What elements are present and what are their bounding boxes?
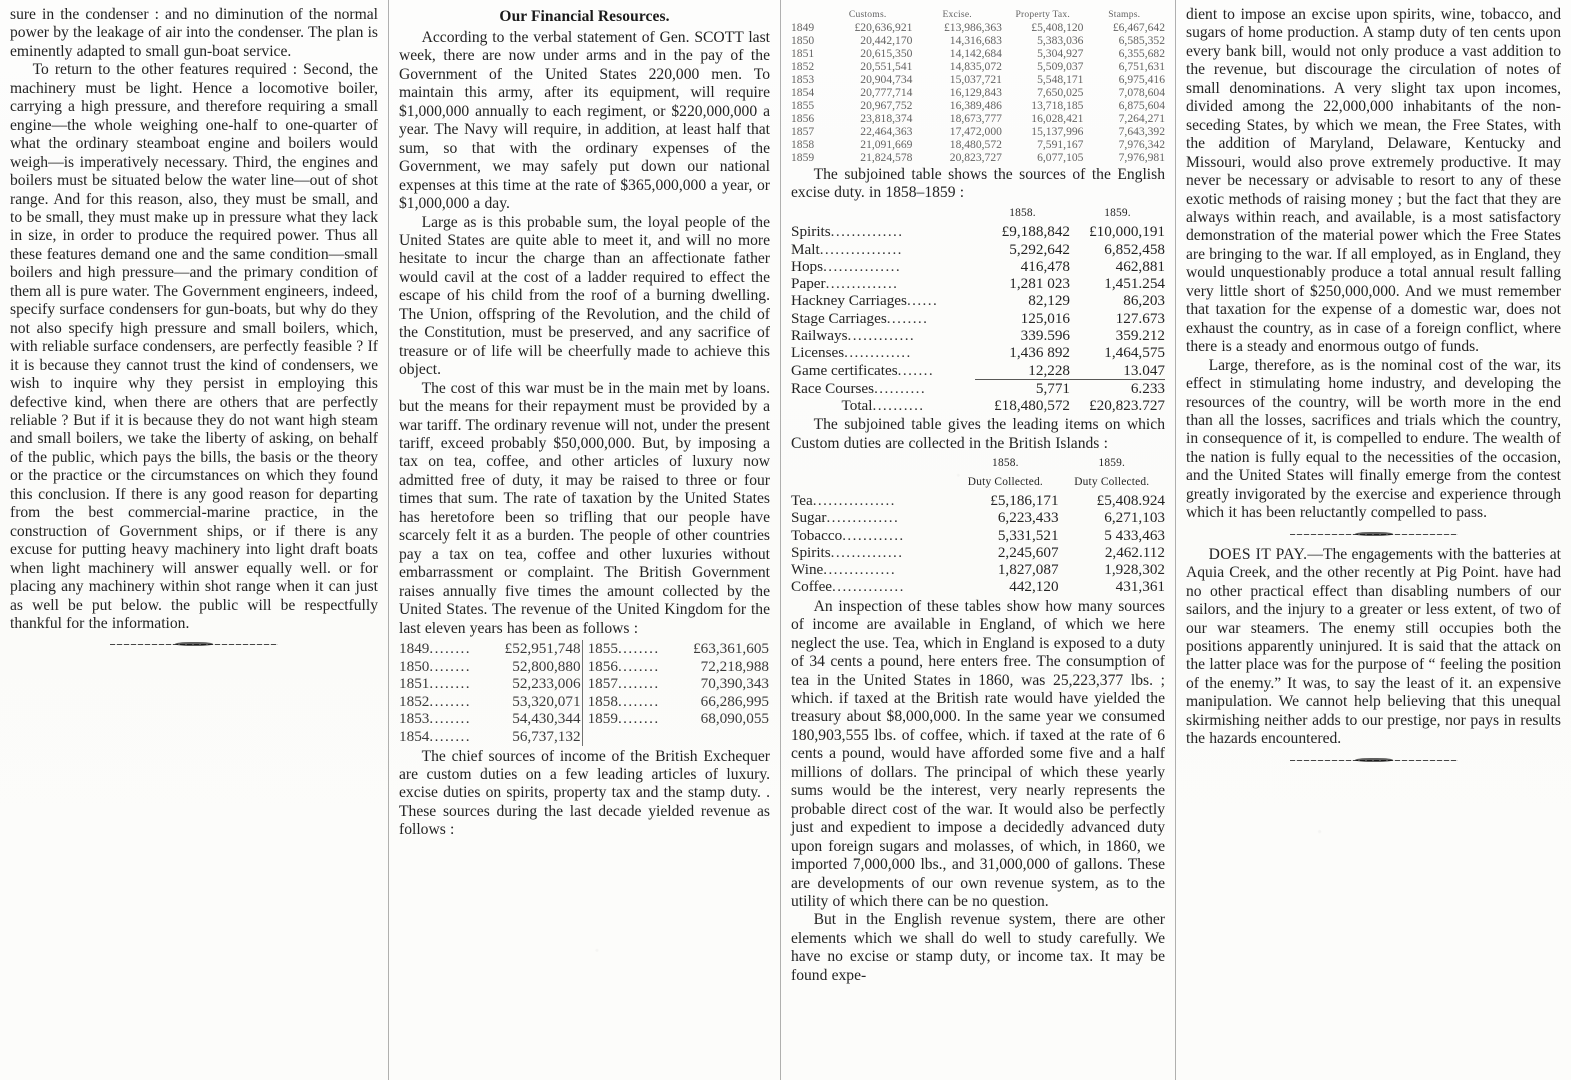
value-1858: 5,292,642 [1009, 240, 1071, 258]
property-cell: 5,304,927 [1037, 47, 1084, 60]
value-1859: 359.212 [1115, 326, 1165, 344]
property-cell: 16,028,421 [1031, 112, 1084, 125]
table-row [791, 310, 1165, 327]
excise-cell: 20,823,727 [949, 151, 1002, 164]
header-1859-sub: Duty Collected. [1074, 475, 1150, 488]
leader-dots: .............. [826, 509, 900, 527]
paragraph: But in the English revenue system, there are other elements which we shall do well to study carefully. We have no excise or stamp duty, or income tax. It may be found expe- [791, 911, 1165, 984]
excise-cell: 16,129,843 [949, 86, 1002, 99]
property-cell: 5,548,171 [1037, 73, 1084, 86]
leader-dots: ....... [897, 361, 935, 379]
value-cell [671, 728, 770, 746]
item-label: Hops [791, 257, 824, 275]
paragraph: The subjoined table gives the leading items on which Custom duties are collected in the British Islands : [791, 416, 1165, 452]
value-cell: 54,430,344 [512, 710, 581, 728]
year-cell: 1851 [399, 675, 430, 693]
item-label: Paper [791, 275, 826, 293]
property-cell: 7,650,025 [1037, 86, 1084, 99]
stamps-cell: 7,976,981 [1118, 151, 1165, 164]
item-cell [791, 258, 975, 275]
value-1858: 12,228 [1028, 361, 1071, 379]
excise-cell: 18,673,777 [949, 112, 1002, 125]
leader-dots: ............. [847, 326, 916, 344]
leader-dots: ........ [429, 710, 471, 728]
value-cell: 53,320,071 [512, 692, 581, 710]
table-total-row [791, 397, 1165, 414]
item-label: Malt [791, 240, 820, 258]
table-row [791, 578, 1165, 595]
item-label: Licenses [791, 344, 845, 362]
leader-dots: ................ [812, 491, 896, 509]
year-cell [588, 728, 618, 746]
property-cell: 7,591,167 [1037, 138, 1084, 151]
paragraph: The cost of this war must be in the main met by loans. but the means for their repayment must be provided by a war tariff. The ordinary revenue will not, under the present tariff, exceed probably $50,000,000. But, by imposing a tax on tea, coffee, and other articles of luxury now admitted free of duty, it may be raised to three or four times that sum. The rate of taxation by the United States has heretofore been so trifling that our people have scarcely felt it as a burden. The people of other countries pay a tax on tea, coffee and other luxuries without embarrassment or complaint. The British Government raises annually five times the amount collected by the United States. The revenue of the United Kingdom for the last eleven years has been as follows : [399, 379, 770, 637]
item-cell [791, 509, 952, 526]
table-row [791, 544, 1165, 561]
header-1859: 1859. [1104, 206, 1131, 219]
customs-cell: £20,636,921 [854, 21, 913, 34]
stamps-cell: 7,643,392 [1118, 125, 1165, 138]
value-1858: 82,129 [1028, 292, 1071, 310]
table-row [399, 728, 770, 746]
table-body [791, 223, 1165, 414]
item-cell [791, 327, 975, 344]
value-1859: 2,462.112 [1104, 543, 1165, 561]
year-cell: 1856 [587, 657, 618, 675]
table-row [791, 60, 1165, 73]
header-1859-year: 1859. [1098, 457, 1126, 470]
value-1859: 86,203 [1123, 292, 1165, 310]
header-blank-sub [791, 474, 952, 492]
table-row [791, 125, 1165, 138]
leader-dots: ........ [617, 639, 660, 657]
value-1859: 1,451.254 [1104, 275, 1165, 293]
value-cell: 70,390,343 [700, 675, 769, 693]
value-1859: 6.233 [1070, 379, 1165, 397]
table-row [791, 275, 1165, 292]
paragraph: To return to the other features required : Second, the machinery must be light. Hence a locomotive boiler, carrying a high pressure, and therefore requiring a small engine—the whole weighing one-half to one-quarter of what the ordinary steamboat engine and boilers would weigh—is imperatively necessary. Third, the engines and boilers must be situated below the water line—out of shot range. And for this reason, also, they must be small, and to be small, they must make up in pressure what they lack in size, in order to produce the required power. Thus all these features demand one and the same condition—small boilers and high pressure—and the primary condition of them all is pure water. The Government engineers, indeed, specify surface condensers for gun-boats, but why do they not also specify high pressure and small boilers, which, with reliable surface condensers, are perfectly feasible ? If it is because they cannot trust the kind of condensers, we wish to inquire why they persist in employing this defective kind, when there are others that are perfectly reliable ? But if it is because they do not want high steam and small boilers, we take the liberty of asking, on behalf of the public, which pays the bills, the basis or the theory or the practice or the circumstances on which they found this conclusion. If there is any good reason for departing from the best commercial-marine practice, in the construction of Government ships, or if there is any excuse for putting heavy machinery into light draft boats when light machinery will answer equally well. or for placing any machinery within shot range when it can just as well be put below. the public will be respectfully thankful for the information. [10, 61, 378, 632]
table-row [399, 675, 770, 693]
value-cell: 52,800,880 [512, 657, 581, 675]
item-cell [791, 292, 975, 309]
property-cell: £5,408,120 [1031, 21, 1084, 34]
year-cell: 1855 [587, 639, 618, 657]
year-cell: 1850 [399, 657, 430, 675]
leader-dots: ............... [823, 257, 902, 275]
total-1859: £20,823.727 [1089, 397, 1165, 415]
leader-dots: .............. [832, 578, 905, 596]
column-2 [388, 0, 780, 1080]
value-1859: 1,464,575 [1104, 344, 1165, 362]
item-label: Game certificates [791, 361, 898, 379]
item-label: Railways [791, 326, 848, 344]
value-1859: £10,000,191 [1089, 223, 1165, 241]
value-1858: £9,188,842 [1001, 223, 1071, 241]
item-label: Spirits [791, 223, 831, 241]
article-headline: Our Financial Resources. [499, 8, 670, 25]
table-row [399, 658, 770, 676]
leader-dots: ........ [429, 675, 471, 693]
value-1858: 1,281 023 [1009, 275, 1071, 293]
does-it-pay-item [1186, 546, 1561, 749]
property-cell: 13,718,185 [1031, 99, 1084, 112]
item-label: Race Courses [791, 379, 875, 397]
year-cell: 1856 [791, 112, 815, 125]
paragraph: An inspection of these tables show how many sources of income are available in England, of which we here neglect the use. Tea, which in England is exposed to a duty of 34 cents a pound, here enters free. The consumption of tea in the United States in 1860, was 25,223,377 lbs. ; which. if taxed at the British rate would have yielded the treasury about $8,000,000. In the same year we consumed 180,903,555 lbs. of coffee, which. if taxed at the rate of 6 cents a pound, would have afforded some five and a half millions of dollars. The principal of which these yearly sums would be the interest, very nearly represents the probable direct cost of the war. It would also be perfectly just and expedient to impose a decidedly advanced duty upon foreign sugars and molasses, of which, in 1860, we imported 7,000,000 lbs., and 31,000,000 of gallons. These are developments of our own revenue system, as to the utility of which there can be no question. [791, 597, 1165, 910]
year-cell: 1854 [399, 727, 430, 745]
leader-dots: ........ [617, 675, 660, 693]
item-cell [791, 344, 975, 361]
table-row [791, 258, 1165, 275]
property-cell: 5,509,037 [1037, 60, 1084, 73]
paragraph: According to the verbal statement of Gen. SCOTT last week, there are now under arms and in the pay of the Government of the United States 220,000 men. To maintain this army, after its equipment, will require $1,000,000 annually to each regiment, or $220,000,000 a year. The Navy will require, in addition, at least half that sum, so that with the ordinary expenses of the Government, we may safely put down our national expenses at this time at the rate of $365,000,000 a year, or $1,000,000 a day. [399, 29, 770, 213]
year-cell: 1852 [791, 60, 815, 73]
value-1858: 5,331,521 [997, 526, 1059, 544]
leader-dots: ........ [617, 657, 660, 675]
leader-dots: .............. [823, 561, 897, 579]
item-label: Hackney Carriages [791, 292, 907, 310]
item-label: Coffee [791, 578, 833, 596]
value-cell: 66,286,995 [700, 692, 769, 710]
value-cell: 68,090,055 [700, 710, 769, 728]
header-1858-sub: Duty Collected. [967, 475, 1043, 488]
excise-cell: 14,316,683 [949, 34, 1002, 47]
item-body-text: The engagements with the batteries at Aquia Creek, and the other recently at Pig Point. have had no other practical effect than disabling numbers of our sailors, and the injury to a greater or less extent, of two of our war steamers. The enemy still occupies both the positions apparently uninjured. It is said that the attack on the latter place was for the purpose of “ feeling the position of the enemy.” It was, to say the least of it. an expensive manipulation. We cannot help believing that this unequal skirmishing neither adds to our prestige, nor pays in results the hazards encountered. [1186, 545, 1561, 748]
stamps-cell: £6,467,642 [1112, 21, 1165, 34]
value-cell: 72,218,988 [700, 657, 769, 675]
header-stamps: Stamps. [1108, 9, 1141, 20]
item-label: Spirits [791, 543, 831, 561]
leader-dots: ........ [429, 727, 471, 745]
table-row [791, 362, 1165, 380]
table-head [791, 205, 1165, 223]
header-property-tax: Property Tax. [1015, 9, 1070, 20]
item-cell [791, 223, 975, 240]
leader-dots: .............. [830, 543, 904, 561]
year-cell: 1855 [791, 99, 815, 112]
paragraph: dient to impose an excise upon spirits, wine, tobacco, and sugars of home production. A stamp duty of ten cents upon every bank bill, would not only produce a vast addition to the revenue, but discourage the circulation of notes of small denominations. A very slight tax upon incomes, divided among the 22,000,000 inhabitants of the non-seceding States, by which we mean, the Free States, with the addition of Maryland, Delaware, Kentucky and Missouri, would also prove extremely productive. It may never be necessary or advisable to resort to any of these exotic methods of raising money ; but the fact that they are always within reach, and available, is a most satisfactory demonstration of the material power which the Free States are bringing to the war. If all employed, as in England, they would unquestionably produce a total annual result falling very little short of $250,000,000. And we must remember that taxation for the expense of a domestic war, does not exhaust the country, as in case of a foreign conflict, where there is a steady and enormous outgo of funds. [1186, 6, 1561, 356]
paragraph: The subjoined table shows the sources of the English excise duty. in 1858–1859 : [791, 166, 1165, 202]
value-1859: 1,928,302 [1104, 561, 1165, 579]
year-cell: 1853 [791, 73, 815, 86]
stamps-cell: 7,264,271 [1118, 112, 1165, 125]
item-cell [791, 241, 975, 258]
excise-cell: 14,142,684 [949, 47, 1002, 60]
item-cell [791, 310, 975, 327]
table-row [791, 47, 1165, 60]
stamps-cell: 6,751,631 [1118, 60, 1165, 73]
value-1858: 442,120 [1009, 578, 1059, 596]
table-row [791, 327, 1165, 344]
table-head [791, 455, 1165, 492]
year-cell: 1850 [791, 34, 815, 47]
excise-cell: 18,480,572 [949, 138, 1002, 151]
year-cell: 1852 [399, 692, 430, 710]
table-body [399, 640, 770, 746]
excise-duty-table [791, 205, 1165, 415]
table-row [399, 710, 770, 728]
uk-revenue-table [399, 640, 770, 746]
item-lead-label: DOES IT PAY. [1208, 545, 1308, 563]
table-row [791, 492, 1165, 509]
table-body [791, 492, 1165, 596]
value-cell: 52,233,006 [512, 675, 581, 693]
customs-cell: 20,967,752 [860, 99, 913, 112]
item-label: Tobacco [791, 526, 843, 544]
section-rule [110, 642, 278, 647]
leader-dots: ...... [906, 292, 939, 310]
property-cell: 15,137,996 [1031, 125, 1084, 138]
column-1 [0, 0, 388, 1080]
customs-cell: 20,551,541 [860, 60, 913, 73]
table-row [399, 693, 770, 711]
value-1858: 1,436 892 [1009, 344, 1071, 362]
leader-dots: ................ [819, 240, 903, 258]
property-cell: 6,077,105 [1037, 151, 1084, 164]
table-head [791, 8, 1165, 21]
total-1858: £18,480,572 [994, 397, 1071, 415]
paragraph: Large, therefore, as is the nominal cost of the war, its effect in stimulating home industry, and developing the resources of the country, will be worth more in the end than all the losses, sacrifices and trials which the country, in consequence of it, is compelled to endure. The wealth of the nation is fully equal to the necessities of the occasion, and the United States will finally emerge from the contest greatly invigorated by the exercise and experience through which it has been reluctantly compelled to pass. [1186, 356, 1561, 522]
table-row [791, 138, 1165, 151]
stamps-cell: 6,585,352 [1118, 34, 1165, 47]
column-3 [780, 0, 1175, 1080]
value-1859: 6,852,458 [1104, 240, 1165, 258]
table-row [791, 99, 1165, 112]
total-cell [791, 397, 975, 414]
customs-cell: 20,615,350 [860, 47, 913, 60]
table-row [791, 21, 1165, 34]
leader-dots: ........ [429, 692, 471, 710]
year-cell: 1859 [791, 151, 815, 164]
item-label: Wine [791, 561, 824, 579]
item-label: Stage Carriages [791, 309, 887, 327]
table-header-row-sub [791, 474, 1165, 492]
value-1858: 125,016 [1020, 309, 1071, 327]
leader-dots: ............. [844, 344, 912, 362]
year-cell: 1859 [587, 710, 618, 728]
leader-dots: .............. [825, 275, 899, 293]
item-cell [791, 275, 975, 292]
table-row [791, 112, 1165, 125]
table-row [791, 379, 1165, 397]
section-rule [1290, 532, 1458, 537]
value-cell: £52,951,748 [504, 639, 581, 657]
excise-cell: 15,037,721 [949, 73, 1002, 86]
value-1858: £5,186,171 [990, 491, 1059, 509]
customs-cell: 20,777,714 [860, 86, 913, 99]
leader-dots: ........ [886, 309, 929, 327]
year-cell: 1858 [587, 692, 618, 710]
customs-duty-table [791, 455, 1165, 595]
year-cell: 1857 [587, 675, 618, 693]
customs-cell: 20,442,170 [860, 34, 913, 47]
excise-cell: 16,389,486 [949, 99, 1002, 112]
stamps-cell: 6,875,604 [1118, 99, 1165, 112]
value-1859: £5,408.924 [1096, 491, 1165, 509]
value-1858: 339.596 [1020, 326, 1071, 344]
value-1858: 5,771 [975, 379, 1070, 397]
year-cell: 1854 [791, 86, 815, 99]
item-label: Tea [791, 491, 813, 509]
header-customs: Customs. [848, 9, 887, 20]
stamps-cell: 7,976,342 [1118, 138, 1165, 151]
item-label: Sugar [791, 509, 827, 527]
value-1858: 1,827,087 [997, 561, 1059, 579]
table-row [791, 292, 1165, 309]
item-cell [791, 578, 952, 595]
value-cell: £63,361,605 [693, 639, 769, 657]
column-4 [1175, 0, 1571, 1080]
table-row [791, 223, 1165, 240]
total-label: Total [841, 397, 873, 415]
item-cell [791, 362, 975, 380]
leader-dots: ............ [842, 526, 905, 544]
header-blank [791, 205, 975, 223]
value-1858: 2,245,607 [997, 543, 1059, 561]
customs-cell: 21,824,578 [860, 151, 913, 164]
customs-cell: 22,464,363 [860, 125, 913, 138]
table-row [791, 73, 1165, 86]
value-cell: 56,737,132 [512, 727, 581, 745]
item-cell [791, 527, 952, 544]
stamps-cell: 7,078,604 [1118, 86, 1165, 99]
value-1859: 431,361 [1115, 578, 1165, 596]
leader-dots: .......... [872, 397, 925, 415]
header-blank [791, 455, 952, 473]
year-cell: 1849 [791, 21, 815, 34]
value-1858: 416,478 [1020, 257, 1071, 275]
item-cell [791, 544, 952, 561]
table-row [791, 527, 1165, 544]
item-cell [791, 492, 952, 509]
paragraph: The chief sources of income of the British Exchequer are custom duties on a few leading articles of luxury. excise duties on spirits, property tax and the stamp duty. . These sources during the last decade yielded revenue as follows : [399, 747, 770, 839]
table-header-row [791, 205, 1165, 223]
table-row [791, 34, 1165, 47]
paragraph: Large as is this probable sum, the loyal people of the United States are quite able to meet it, and will no more hesitate to incur the charge than an affectionate father would cavil at the cost of a ladder required to effect the escape of his child from the roof of a burning dwelling. The Union, offspring of the Revolution, and the child of the Constitution, must be preserved, and any sacrifice of treasure or of life will be cheerfully made to achieve this object. [399, 213, 770, 379]
value-1858: 6,223,433 [997, 509, 1059, 527]
paragraph: sure in the condenser : and no diminution of the normal power by the leakage of air into the condenser. The plan is eminently adapted to small gun-boat service. [10, 6, 378, 60]
value-1859: 462,881 [1115, 257, 1165, 275]
table-row [791, 561, 1165, 578]
fiscal-revenue-table [791, 8, 1165, 164]
excise-cell: 17,472,000 [949, 125, 1002, 138]
value-1859: 127.673 [1115, 309, 1165, 327]
excise-cell: £13,986,363 [943, 21, 1002, 34]
header-blank [791, 8, 823, 21]
header-1858: 1858. [1009, 206, 1036, 219]
stamps-cell: 6,355,682 [1118, 47, 1165, 60]
item-cell [791, 561, 952, 578]
table-header-row-year [791, 455, 1165, 473]
leader-dots: ........ [617, 710, 660, 728]
table-row [791, 86, 1165, 99]
year-cell: 1849 [399, 639, 430, 657]
customs-cell: 21,091,669 [860, 138, 913, 151]
em-dash: — [1307, 545, 1323, 563]
year-cell: 1857 [791, 125, 815, 138]
customs-cell: 20,904,734 [860, 73, 913, 86]
excise-cell: 14,835,072 [949, 60, 1002, 73]
header-excise: Excise. [942, 9, 972, 20]
table-header-row [791, 8, 1165, 21]
year-cell: 1853 [399, 710, 430, 728]
table-row [791, 151, 1165, 164]
stamps-cell: 6,975,416 [1118, 73, 1165, 86]
value-1859: 6,271,103 [1104, 509, 1165, 527]
leader-dots: ........ [429, 639, 471, 657]
item-cell [791, 379, 975, 397]
value-1859: 13.047 [1123, 361, 1165, 379]
year-cell: 1851 [791, 47, 815, 60]
leader-dots: .............. [830, 223, 904, 241]
table-row [791, 509, 1165, 526]
leader-dots [618, 728, 671, 746]
table-body [791, 21, 1165, 164]
leader-dots: ........ [617, 692, 660, 710]
table-row [399, 640, 770, 658]
header-1858-year: 1858. [992, 457, 1019, 470]
year-cell: 1858 [791, 138, 815, 151]
value-1859: 5 433,463 [1104, 526, 1165, 544]
leader-dots: ........ [429, 657, 471, 675]
leader-dots: .......... [874, 379, 927, 397]
table-row [791, 344, 1165, 361]
section-rule [1290, 758, 1458, 763]
table-row [791, 241, 1165, 258]
customs-cell: 23,818,374 [860, 112, 913, 125]
property-cell: 5,383,036 [1037, 34, 1084, 47]
